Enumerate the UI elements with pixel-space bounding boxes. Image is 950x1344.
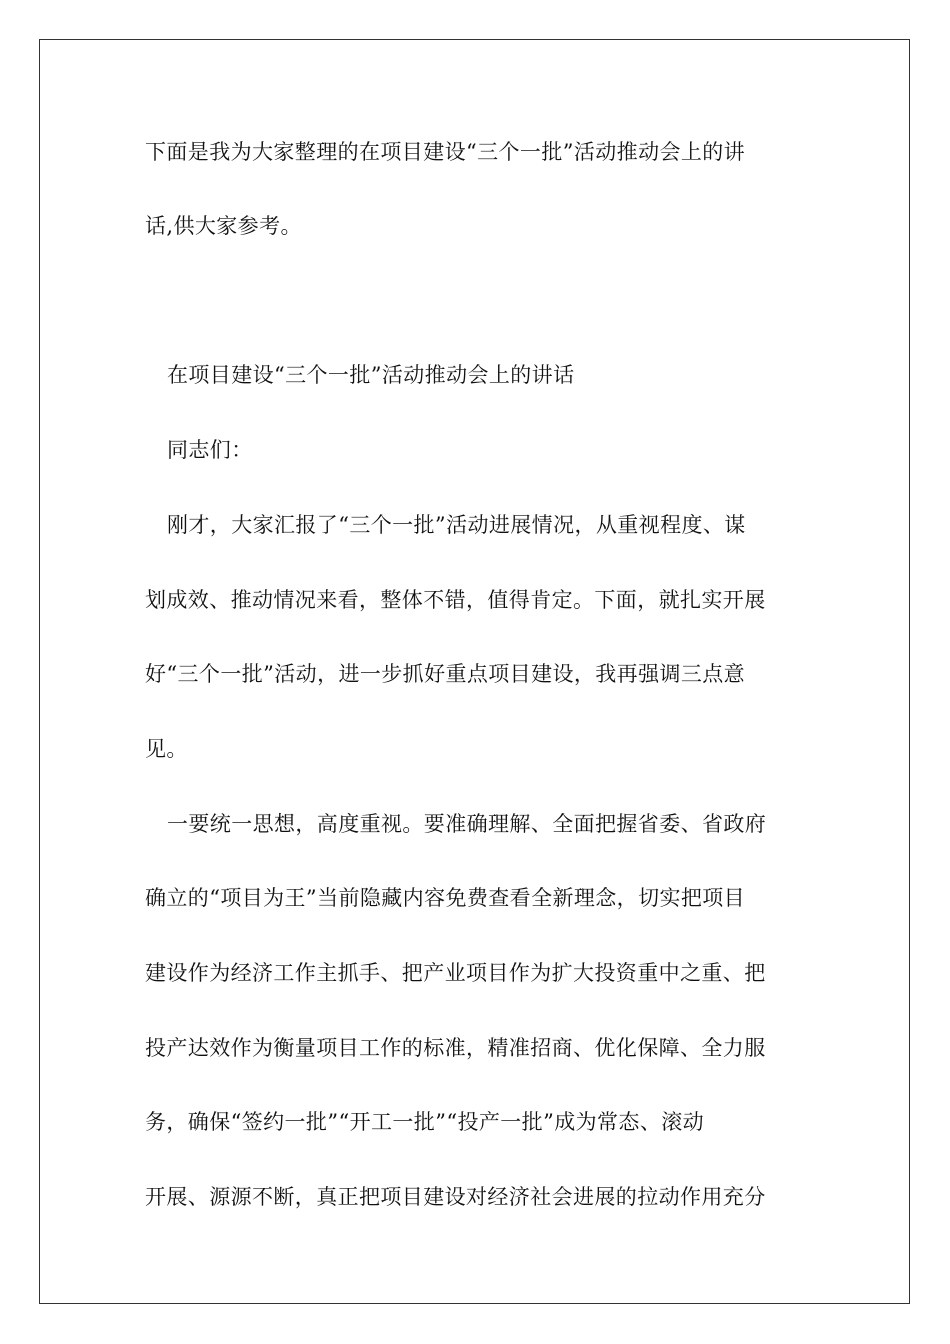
paragraph-2-line-6: 开展、源源不断，真正把项目建设对经济社会进展的拉动作用充分 — [145, 1185, 766, 1209]
paragraph-2-line-3: 建设作为经济工作主抓手、把产业项目作为扩大投资重中之重、把 — [145, 961, 766, 985]
paragraph-2-line-2: 确立的“项目为王”当前隐藏内容免费查看全新理念，切实把项目 — [145, 886, 746, 910]
speech-title: 在项目建设“三个一批”活动推动会上的讲话 — [167, 363, 575, 387]
paragraph-1-line-1: 刚才，大家汇报了“三个一批”活动进展情况，从重视程度、谋 — [167, 513, 746, 537]
paragraph-1-line-3: 好“三个一批”活动，进一步抓好重点项目建设，我再强调三点意 — [145, 662, 746, 686]
paragraph-2-line-4: 投产达效作为衡量项目工作的标准，精准招商、优化保障、全力服 — [145, 1036, 766, 1060]
salutation: 同志们： — [167, 438, 253, 462]
intro-line-2: 话,供大家参考。 — [145, 214, 302, 238]
paragraph-2-line-1: 一要统一思想，高度重视。要准确理解、全面把握省委、省政府 — [167, 812, 767, 836]
paragraph-1-line-2: 划成效、推动情况来看，整体不错，值得肯定。下面，就扎实开展 — [145, 588, 766, 612]
intro-line-1: 下面是我为大家整理的在项目建设“三个一批”活动推动会上的讲 — [145, 140, 746, 164]
paragraph-1-line-4: 见。 — [145, 737, 188, 761]
paragraph-2-line-5: 务，确保“签约一批”“开工一批”“投产一批”成为常态、滚动 — [145, 1110, 705, 1134]
